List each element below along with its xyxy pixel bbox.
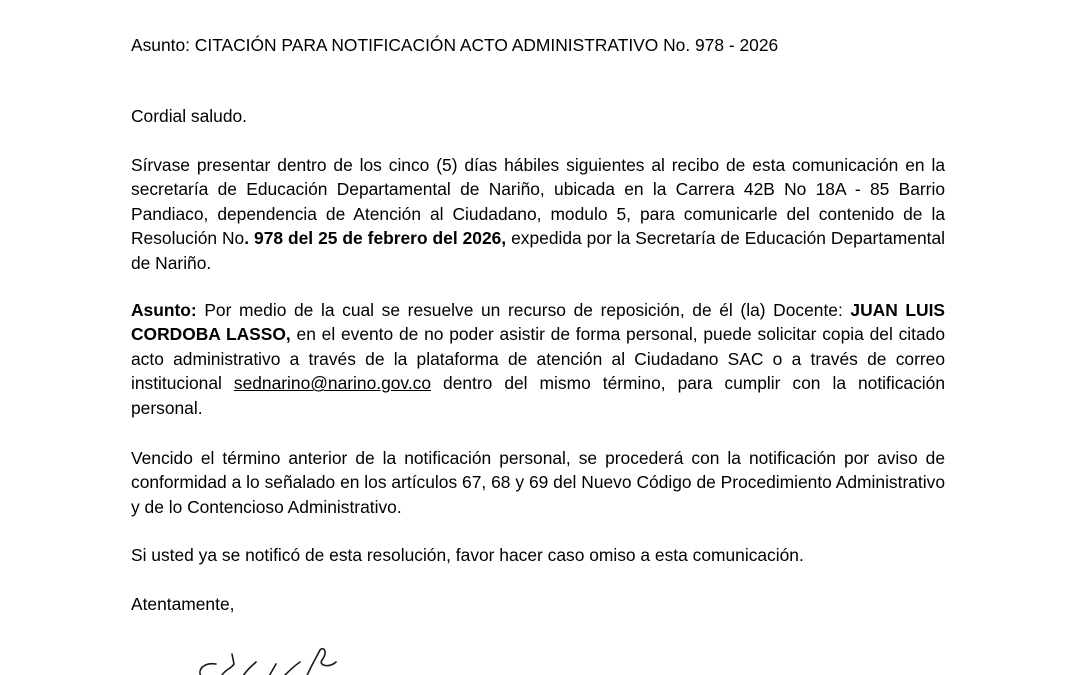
- paragraph-subject: [131, 298, 945, 420]
- subject-label: Asunto:: [131, 300, 197, 320]
- subject-text-middle: en el evento de no poder asistir de forma personal, puede solicitar copia del citado acto administrativo a través de la plataforma de atención al Ciudadano SAC o a través de correo institucional: [131, 324, 945, 394]
- paragraph-disregard: Si usted ya se notificó de esta resolución, favor hacer caso omiso a esta comunicación.: [131, 545, 804, 565]
- paragraph-citation: [131, 153, 945, 275]
- signature-image: [190, 640, 360, 675]
- subject-text: Por medio de la cual se resuelve un recurso de reposición, de él (la) Docente:: [196, 300, 851, 320]
- letter-subject: Asunto: CITACIÓN PARA NOTIFICACIÓN ACTO ADMINISTRATIVO No. 978 - 2026: [131, 35, 779, 55]
- citation-text-end: expedida por la Secretaría de Educación Departamental de Nariño.: [131, 228, 946, 273]
- email-link[interactable]: sednarino@narino.gov.co: [233, 373, 432, 394]
- subject-text-end: dentro del mismo término, para cumplir con la notificación personal.: [131, 373, 945, 418]
- citation-text: Sírvase presentar dentro de los cinco (5) días hábiles siguientes al recibo de esta comunicación en la secretaría de Educación Departamental de Nariño, ubicada en la Carrera 42B No 18A - 85 Barrio Pandiaco, dependencia de Atención al Ciudadano, modulo 5, para comunicarle del contenido de la Resolución No: [131, 155, 945, 249]
- closing: Atentamente,: [131, 594, 235, 614]
- paragraph-notice: Vencido el término anterior de la notificación personal, se procederá con la notificación por aviso de conformidad a lo señalado en los artículos 67, 68 y 69 del Nuevo Código de Procedimiento Administrativo y de lo Contencioso Administrativo.: [131, 448, 945, 517]
- resolution-number: . 978 del 25 de febrero del 2026,: [244, 228, 507, 249]
- teacher-name: JUAN LUIS CORDOBA LASSO,: [131, 300, 945, 345]
- greeting: Cordial saludo.: [131, 106, 248, 126]
